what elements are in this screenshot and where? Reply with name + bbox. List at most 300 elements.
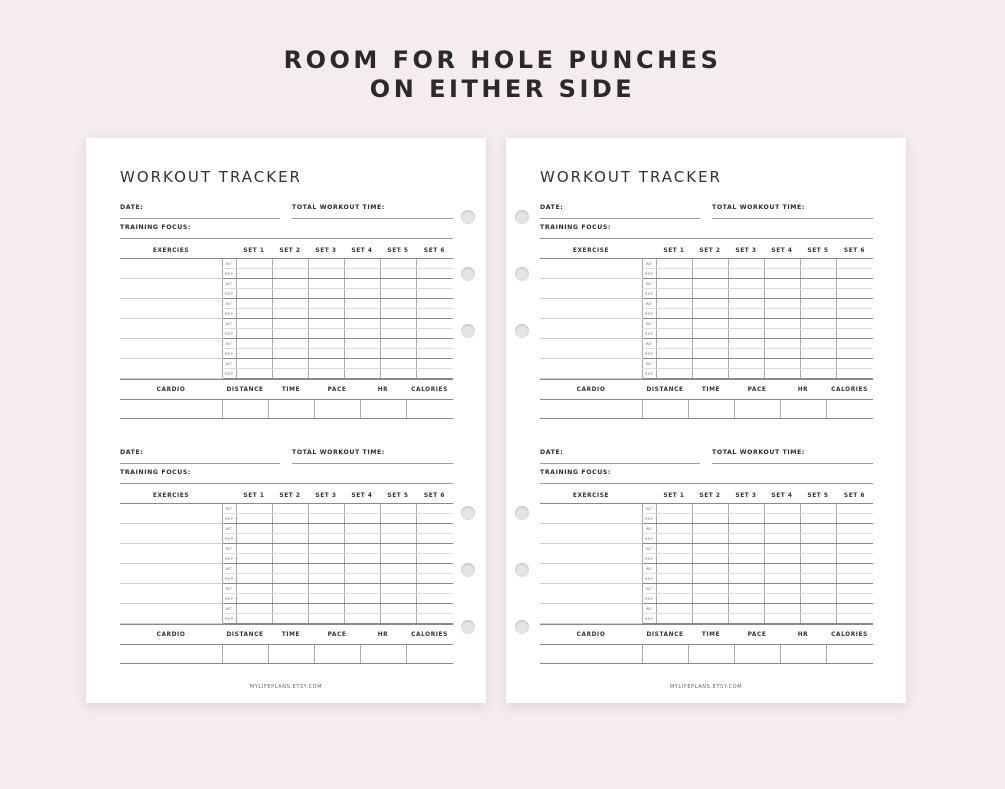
set-cell[interactable]: [800, 614, 836, 624]
set-cell[interactable]: [836, 259, 873, 269]
set-cell[interactable]: [416, 309, 453, 319]
set-cell[interactable]: [800, 299, 836, 309]
set-cell[interactable]: [416, 604, 453, 614]
set-cell[interactable]: [836, 309, 873, 319]
set-cell[interactable]: [344, 319, 380, 329]
set-cell[interactable]: [764, 514, 800, 524]
set-cell[interactable]: [308, 604, 344, 614]
set-cell[interactable]: [308, 299, 344, 309]
set-cell[interactable]: [692, 614, 728, 624]
set-cell[interactable]: [344, 544, 380, 554]
set-cell[interactable]: [764, 584, 800, 594]
set-cell[interactable]: [656, 369, 692, 379]
set-cell[interactable]: [656, 339, 692, 349]
set-cell[interactable]: [344, 269, 380, 279]
set-cell[interactable]: [380, 319, 416, 329]
exercise-name-cell[interactable]: [120, 584, 222, 604]
set-cell[interactable]: [836, 349, 873, 359]
set-cell[interactable]: [764, 299, 800, 309]
set-cell[interactable]: [272, 574, 308, 584]
set-cell[interactable]: [764, 359, 800, 369]
set-cell[interactable]: [692, 289, 728, 299]
set-cell[interactable]: [656, 329, 692, 339]
training-focus-field[interactable]: [120, 238, 453, 239]
set-cell[interactable]: [380, 289, 416, 299]
exercise-name-cell[interactable]: [540, 359, 642, 379]
set-cell[interactable]: [380, 554, 416, 564]
exercise-name-cell[interactable]: [540, 259, 642, 279]
set-cell[interactable]: [800, 584, 836, 594]
set-cell[interactable]: [380, 514, 416, 524]
set-cell[interactable]: [308, 504, 344, 514]
set-cell[interactable]: [656, 259, 692, 269]
set-cell[interactable]: [800, 554, 836, 564]
set-cell[interactable]: [692, 359, 728, 369]
set-cell[interactable]: [380, 269, 416, 279]
set-cell[interactable]: [344, 594, 380, 604]
set-cell[interactable]: [236, 504, 272, 514]
set-cell[interactable]: [380, 359, 416, 369]
set-cell[interactable]: [764, 534, 800, 544]
set-cell[interactable]: [800, 369, 836, 379]
set-cell[interactable]: [272, 524, 308, 534]
set-cell[interactable]: [308, 584, 344, 594]
set-cell[interactable]: [836, 614, 873, 624]
set-cell[interactable]: [764, 289, 800, 299]
set-cell[interactable]: [692, 544, 728, 554]
set-cell[interactable]: [728, 319, 764, 329]
set-cell[interactable]: [272, 339, 308, 349]
set-cell[interactable]: [236, 309, 272, 319]
set-cell[interactable]: [380, 299, 416, 309]
cardio-cell[interactable]: [688, 400, 734, 419]
set-cell[interactable]: [416, 329, 453, 339]
set-cell[interactable]: [800, 259, 836, 269]
set-cell[interactable]: [416, 544, 453, 554]
set-cell[interactable]: [728, 534, 764, 544]
set-cell[interactable]: [656, 359, 692, 369]
set-cell[interactable]: [764, 369, 800, 379]
set-cell[interactable]: [728, 614, 764, 624]
set-cell[interactable]: [800, 309, 836, 319]
set-cell[interactable]: [272, 259, 308, 269]
set-cell[interactable]: [236, 564, 272, 574]
set-cell[interactable]: [692, 504, 728, 514]
set-cell[interactable]: [236, 554, 272, 564]
set-cell[interactable]: [236, 349, 272, 359]
cardio-cell[interactable]: [826, 400, 873, 419]
set-cell[interactable]: [380, 504, 416, 514]
exercise-name-cell[interactable]: [120, 319, 222, 339]
set-cell[interactable]: [380, 574, 416, 584]
exercise-name-cell[interactable]: [540, 544, 642, 564]
set-cell[interactable]: [692, 584, 728, 594]
set-cell[interactable]: [728, 574, 764, 584]
cardio-cell[interactable]: [734, 400, 780, 419]
set-cell[interactable]: [800, 514, 836, 524]
set-cell[interactable]: [836, 319, 873, 329]
cardio-cell[interactable]: [540, 400, 642, 419]
set-cell[interactable]: [656, 604, 692, 614]
set-cell[interactable]: [692, 279, 728, 289]
set-cell[interactable]: [272, 564, 308, 574]
set-cell[interactable]: [416, 564, 453, 574]
set-cell[interactable]: [272, 319, 308, 329]
set-cell[interactable]: [308, 259, 344, 269]
set-cell[interactable]: [836, 584, 873, 594]
set-cell[interactable]: [728, 359, 764, 369]
set-cell[interactable]: [344, 339, 380, 349]
exercise-name-cell[interactable]: [120, 259, 222, 279]
set-cell[interactable]: [728, 279, 764, 289]
set-cell[interactable]: [236, 269, 272, 279]
set-cell[interactable]: [836, 279, 873, 289]
cardio-cell[interactable]: [780, 400, 826, 419]
set-cell[interactable]: [836, 289, 873, 299]
set-cell[interactable]: [764, 259, 800, 269]
set-cell[interactable]: [308, 339, 344, 349]
set-cell[interactable]: [344, 564, 380, 574]
set-cell[interactable]: [764, 504, 800, 514]
training-focus-field[interactable]: [540, 238, 873, 239]
set-cell[interactable]: [656, 309, 692, 319]
set-cell[interactable]: [308, 514, 344, 524]
cardio-cell[interactable]: [314, 645, 360, 664]
set-cell[interactable]: [764, 309, 800, 319]
set-cell[interactable]: [308, 289, 344, 299]
set-cell[interactable]: [656, 349, 692, 359]
exercise-name-cell[interactable]: [540, 339, 642, 359]
set-cell[interactable]: [308, 564, 344, 574]
cardio-cell[interactable]: [268, 645, 314, 664]
set-cell[interactable]: [416, 359, 453, 369]
set-cell[interactable]: [236, 319, 272, 329]
set-cell[interactable]: [236, 359, 272, 369]
set-cell[interactable]: [656, 289, 692, 299]
cardio-cell[interactable]: [314, 400, 360, 419]
exercise-name-cell[interactable]: [120, 359, 222, 379]
set-cell[interactable]: [764, 614, 800, 624]
set-cell[interactable]: [728, 564, 764, 574]
set-cell[interactable]: [800, 339, 836, 349]
set-cell[interactable]: [344, 329, 380, 339]
set-cell[interactable]: [692, 554, 728, 564]
set-cell[interactable]: [344, 604, 380, 614]
set-cell[interactable]: [236, 299, 272, 309]
set-cell[interactable]: [272, 279, 308, 289]
set-cell[interactable]: [308, 359, 344, 369]
set-cell[interactable]: [764, 349, 800, 359]
set-cell[interactable]: [728, 604, 764, 614]
cardio-cell[interactable]: [268, 400, 314, 419]
set-cell[interactable]: [308, 594, 344, 604]
cardio-cell[interactable]: [642, 645, 688, 664]
set-cell[interactable]: [836, 524, 873, 534]
set-cell[interactable]: [800, 524, 836, 534]
set-cell[interactable]: [416, 289, 453, 299]
set-cell[interactable]: [380, 349, 416, 359]
set-cell[interactable]: [236, 584, 272, 594]
set-cell[interactable]: [236, 329, 272, 339]
set-cell[interactable]: [416, 514, 453, 524]
set-cell[interactable]: [236, 514, 272, 524]
set-cell[interactable]: [764, 574, 800, 584]
set-cell[interactable]: [272, 329, 308, 339]
set-cell[interactable]: [344, 289, 380, 299]
set-cell[interactable]: [800, 269, 836, 279]
training-focus-field[interactable]: [120, 483, 453, 484]
cardio-cell[interactable]: [120, 645, 222, 664]
set-cell[interactable]: [728, 544, 764, 554]
set-cell[interactable]: [836, 564, 873, 574]
set-cell[interactable]: [416, 259, 453, 269]
set-cell[interactable]: [236, 574, 272, 584]
set-cell[interactable]: [656, 574, 692, 584]
set-cell[interactable]: [800, 594, 836, 604]
set-cell[interactable]: [692, 309, 728, 319]
set-cell[interactable]: [656, 279, 692, 289]
set-cell[interactable]: [344, 574, 380, 584]
set-cell[interactable]: [728, 514, 764, 524]
set-cell[interactable]: [308, 534, 344, 544]
set-cell[interactable]: [272, 299, 308, 309]
set-cell[interactable]: [728, 299, 764, 309]
set-cell[interactable]: [800, 319, 836, 329]
set-cell[interactable]: [836, 544, 873, 554]
set-cell[interactable]: [728, 584, 764, 594]
cardio-cell[interactable]: [360, 400, 406, 419]
set-cell[interactable]: [344, 369, 380, 379]
set-cell[interactable]: [416, 524, 453, 534]
set-cell[interactable]: [236, 544, 272, 554]
set-cell[interactable]: [308, 349, 344, 359]
set-cell[interactable]: [308, 574, 344, 584]
cardio-cell[interactable]: [688, 645, 734, 664]
set-cell[interactable]: [800, 279, 836, 289]
set-cell[interactable]: [836, 299, 873, 309]
exercise-name-cell[interactable]: [120, 524, 222, 544]
set-cell[interactable]: [836, 534, 873, 544]
set-cell[interactable]: [236, 259, 272, 269]
set-cell[interactable]: [236, 524, 272, 534]
set-cell[interactable]: [800, 544, 836, 554]
set-cell[interactable]: [236, 534, 272, 544]
set-cell[interactable]: [764, 524, 800, 534]
cardio-cell[interactable]: [734, 645, 780, 664]
cardio-cell[interactable]: [642, 400, 688, 419]
set-cell[interactable]: [344, 279, 380, 289]
set-cell[interactable]: [416, 534, 453, 544]
set-cell[interactable]: [416, 269, 453, 279]
set-cell[interactable]: [764, 269, 800, 279]
set-cell[interactable]: [764, 564, 800, 574]
set-cell[interactable]: [800, 604, 836, 614]
set-cell[interactable]: [728, 259, 764, 269]
set-cell[interactable]: [836, 514, 873, 524]
set-cell[interactable]: [416, 554, 453, 564]
set-cell[interactable]: [800, 564, 836, 574]
set-cell[interactable]: [692, 329, 728, 339]
set-cell[interactable]: [344, 309, 380, 319]
set-cell[interactable]: [836, 504, 873, 514]
set-cell[interactable]: [728, 329, 764, 339]
set-cell[interactable]: [836, 594, 873, 604]
set-cell[interactable]: [800, 289, 836, 299]
set-cell[interactable]: [800, 574, 836, 584]
set-cell[interactable]: [308, 279, 344, 289]
exercise-name-cell[interactable]: [540, 604, 642, 624]
set-cell[interactable]: [764, 329, 800, 339]
set-cell[interactable]: [836, 269, 873, 279]
set-cell[interactable]: [272, 369, 308, 379]
set-cell[interactable]: [308, 544, 344, 554]
set-cell[interactable]: [416, 369, 453, 379]
exercise-name-cell[interactable]: [120, 544, 222, 564]
set-cell[interactable]: [416, 349, 453, 359]
exercise-name-cell[interactable]: [540, 504, 642, 524]
set-cell[interactable]: [764, 604, 800, 614]
set-cell[interactable]: [692, 564, 728, 574]
set-cell[interactable]: [272, 349, 308, 359]
set-cell[interactable]: [308, 614, 344, 624]
set-cell[interactable]: [800, 504, 836, 514]
set-cell[interactable]: [344, 614, 380, 624]
set-cell[interactable]: [344, 554, 380, 564]
exercise-name-cell[interactable]: [540, 584, 642, 604]
set-cell[interactable]: [692, 534, 728, 544]
set-cell[interactable]: [416, 319, 453, 329]
set-cell[interactable]: [416, 584, 453, 594]
cardio-cell[interactable]: [120, 400, 222, 419]
exercise-name-cell[interactable]: [120, 564, 222, 584]
set-cell[interactable]: [236, 594, 272, 604]
set-cell[interactable]: [380, 369, 416, 379]
set-cell[interactable]: [416, 614, 453, 624]
set-cell[interactable]: [728, 369, 764, 379]
set-cell[interactable]: [656, 554, 692, 564]
set-cell[interactable]: [692, 319, 728, 329]
set-cell[interactable]: [380, 604, 416, 614]
set-cell[interactable]: [656, 514, 692, 524]
set-cell[interactable]: [236, 279, 272, 289]
set-cell[interactable]: [236, 604, 272, 614]
set-cell[interactable]: [692, 269, 728, 279]
set-cell[interactable]: [272, 554, 308, 564]
set-cell[interactable]: [800, 359, 836, 369]
set-cell[interactable]: [236, 369, 272, 379]
set-cell[interactable]: [800, 534, 836, 544]
set-cell[interactable]: [656, 524, 692, 534]
set-cell[interactable]: [416, 504, 453, 514]
exercise-name-cell[interactable]: [540, 279, 642, 299]
set-cell[interactable]: [836, 604, 873, 614]
set-cell[interactable]: [416, 574, 453, 584]
set-cell[interactable]: [308, 319, 344, 329]
set-cell[interactable]: [728, 289, 764, 299]
exercise-name-cell[interactable]: [540, 299, 642, 319]
set-cell[interactable]: [764, 279, 800, 289]
set-cell[interactable]: [656, 564, 692, 574]
exercise-name-cell[interactable]: [540, 564, 642, 584]
set-cell[interactable]: [836, 369, 873, 379]
set-cell[interactable]: [728, 554, 764, 564]
set-cell[interactable]: [656, 504, 692, 514]
cardio-cell[interactable]: [826, 645, 873, 664]
set-cell[interactable]: [308, 329, 344, 339]
set-cell[interactable]: [344, 524, 380, 534]
set-cell[interactable]: [692, 349, 728, 359]
cardio-cell[interactable]: [222, 400, 268, 419]
set-cell[interactable]: [656, 584, 692, 594]
set-cell[interactable]: [380, 309, 416, 319]
set-cell[interactable]: [692, 574, 728, 584]
set-cell[interactable]: [272, 544, 308, 554]
set-cell[interactable]: [380, 614, 416, 624]
exercise-name-cell[interactable]: [540, 319, 642, 339]
set-cell[interactable]: [692, 594, 728, 604]
set-cell[interactable]: [380, 279, 416, 289]
set-cell[interactable]: [344, 349, 380, 359]
set-cell[interactable]: [236, 289, 272, 299]
set-cell[interactable]: [272, 309, 308, 319]
set-cell[interactable]: [272, 604, 308, 614]
exercise-name-cell[interactable]: [120, 604, 222, 624]
exercise-name-cell[interactable]: [120, 339, 222, 359]
exercise-name-cell[interactable]: [540, 524, 642, 544]
set-cell[interactable]: [344, 299, 380, 309]
set-cell[interactable]: [380, 544, 416, 554]
set-cell[interactable]: [764, 594, 800, 604]
set-cell[interactable]: [800, 349, 836, 359]
set-cell[interactable]: [692, 369, 728, 379]
set-cell[interactable]: [836, 554, 873, 564]
set-cell[interactable]: [692, 339, 728, 349]
set-cell[interactable]: [656, 269, 692, 279]
set-cell[interactable]: [728, 269, 764, 279]
set-cell[interactable]: [728, 339, 764, 349]
set-cell[interactable]: [656, 614, 692, 624]
cardio-cell[interactable]: [406, 400, 453, 419]
set-cell[interactable]: [344, 504, 380, 514]
set-cell[interactable]: [272, 594, 308, 604]
cardio-cell[interactable]: [780, 645, 826, 664]
set-cell[interactable]: [272, 584, 308, 594]
set-cell[interactable]: [380, 339, 416, 349]
training-focus-field[interactable]: [540, 483, 873, 484]
set-cell[interactable]: [380, 259, 416, 269]
set-cell[interactable]: [764, 554, 800, 564]
set-cell[interactable]: [836, 359, 873, 369]
set-cell[interactable]: [764, 319, 800, 329]
set-cell[interactable]: [272, 359, 308, 369]
set-cell[interactable]: [344, 259, 380, 269]
set-cell[interactable]: [656, 299, 692, 309]
set-cell[interactable]: [344, 359, 380, 369]
set-cell[interactable]: [692, 259, 728, 269]
set-cell[interactable]: [308, 369, 344, 379]
exercise-name-cell[interactable]: [120, 504, 222, 524]
set-cell[interactable]: [272, 289, 308, 299]
cardio-cell[interactable]: [540, 645, 642, 664]
exercise-name-cell[interactable]: [120, 299, 222, 319]
set-cell[interactable]: [308, 269, 344, 279]
set-cell[interactable]: [836, 329, 873, 339]
set-cell[interactable]: [380, 594, 416, 604]
set-cell[interactable]: [380, 534, 416, 544]
set-cell[interactable]: [344, 534, 380, 544]
set-cell[interactable]: [692, 514, 728, 524]
set-cell[interactable]: [656, 534, 692, 544]
